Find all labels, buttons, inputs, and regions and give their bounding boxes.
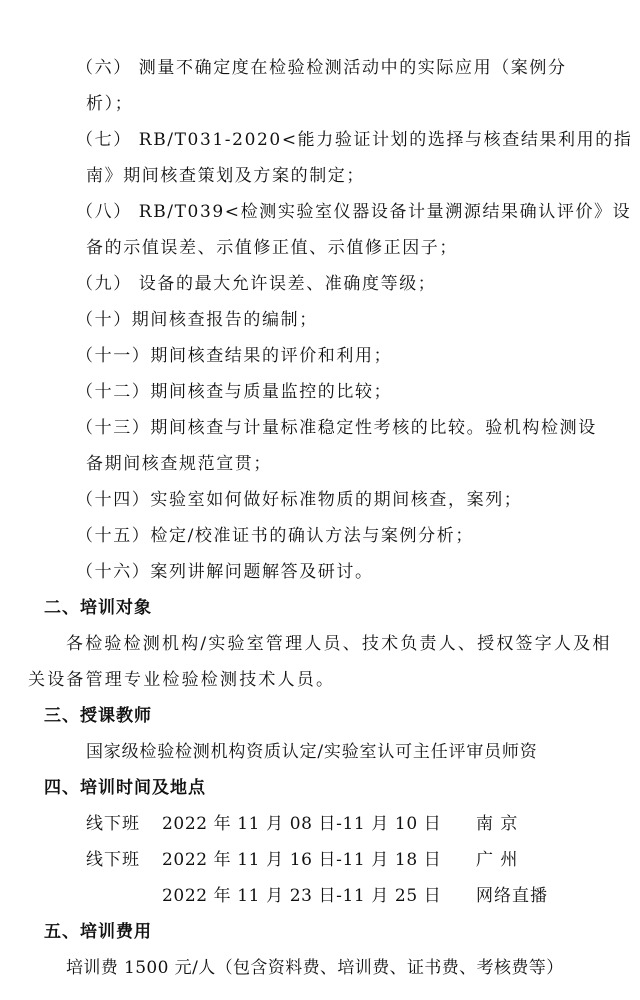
section-schedule-heading: 四、培训时间及地点	[44, 778, 206, 798]
item-8-line-1: （八） RB/T039<检测实验室仪器设备计量溯源结果确认评价》设	[76, 202, 632, 222]
schedule-place: 南 京	[476, 814, 519, 834]
item-8-line-2: 备的示值误差、示值修正值、示值修正因子；	[86, 238, 458, 258]
schedule-row	[0, 809, 640, 839]
section-target-line-2: 关设备管理专业检验检测技术人员。	[28, 670, 336, 690]
schedule-date: 2022 年 11 月 23 日-11 月 25 日	[162, 886, 442, 906]
section-teacher-text: 国家级检验检测机构资质认定/实验室认可主任评审员师资	[86, 742, 538, 762]
item-7-line-2: 南》期间核查策划及方案的制定；	[86, 166, 365, 186]
item-6-line-2: 析）；	[86, 94, 134, 114]
item-15: （十五）检定/校准证书的确认方法与案例分析；	[76, 526, 474, 546]
schedule-class: 线下班	[86, 850, 140, 870]
section-target-heading: 二、培训对象	[44, 598, 152, 618]
item-9: （九） 设备的最大允许误差、准确度等级；	[76, 274, 437, 294]
schedule-date: 2022 年 11 月 16 日-11 月 18 日	[162, 850, 442, 870]
item-12: （十二）期间核查与质量监控的比较；	[76, 382, 393, 402]
section-fee-text: 培训费 1500 元/人（包含资料费、培训费、证书费、考核费等）	[66, 958, 564, 978]
item-13-line-1: （十三）期间核查与计量标准稳定性考核的比较。验机构检测设	[76, 418, 597, 438]
section-fee-heading: 五、培训费用	[44, 922, 152, 942]
schedule-row	[0, 881, 640, 911]
schedule-place: 广 州	[476, 850, 519, 870]
schedule-class: 线下班	[86, 814, 140, 834]
section-target-line-1: 各检验检测机构/实验室管理人员、技术负责人、授权签字人及相	[66, 634, 612, 654]
item-10: （十）期间核查报告的编制；	[76, 310, 318, 330]
schedule-row	[0, 845, 640, 875]
item-11: （十一）期间核查结果的评价和利用；	[76, 346, 393, 366]
item-14: （十四）实验室如何做好标准物质的期间核查，案列；	[76, 490, 523, 510]
schedule-date: 2022 年 11 月 08 日-11 月 10 日	[162, 814, 442, 834]
item-13-line-2: 备期间核查规范宣贯；	[86, 454, 272, 474]
item-7-line-1: （七） RB/T031-2020<能力验证计划的选择与核查结果利用的指	[76, 130, 633, 150]
section-teacher-heading: 三、授课教师	[44, 706, 152, 726]
item-16: （十六）案列讲解问题解答及研讨。	[76, 562, 374, 582]
schedule-place: 网络直播	[476, 886, 548, 906]
item-6-line-1: （六） 测量不确定度在检验检测活动中的实际应用（案例分	[76, 58, 567, 78]
